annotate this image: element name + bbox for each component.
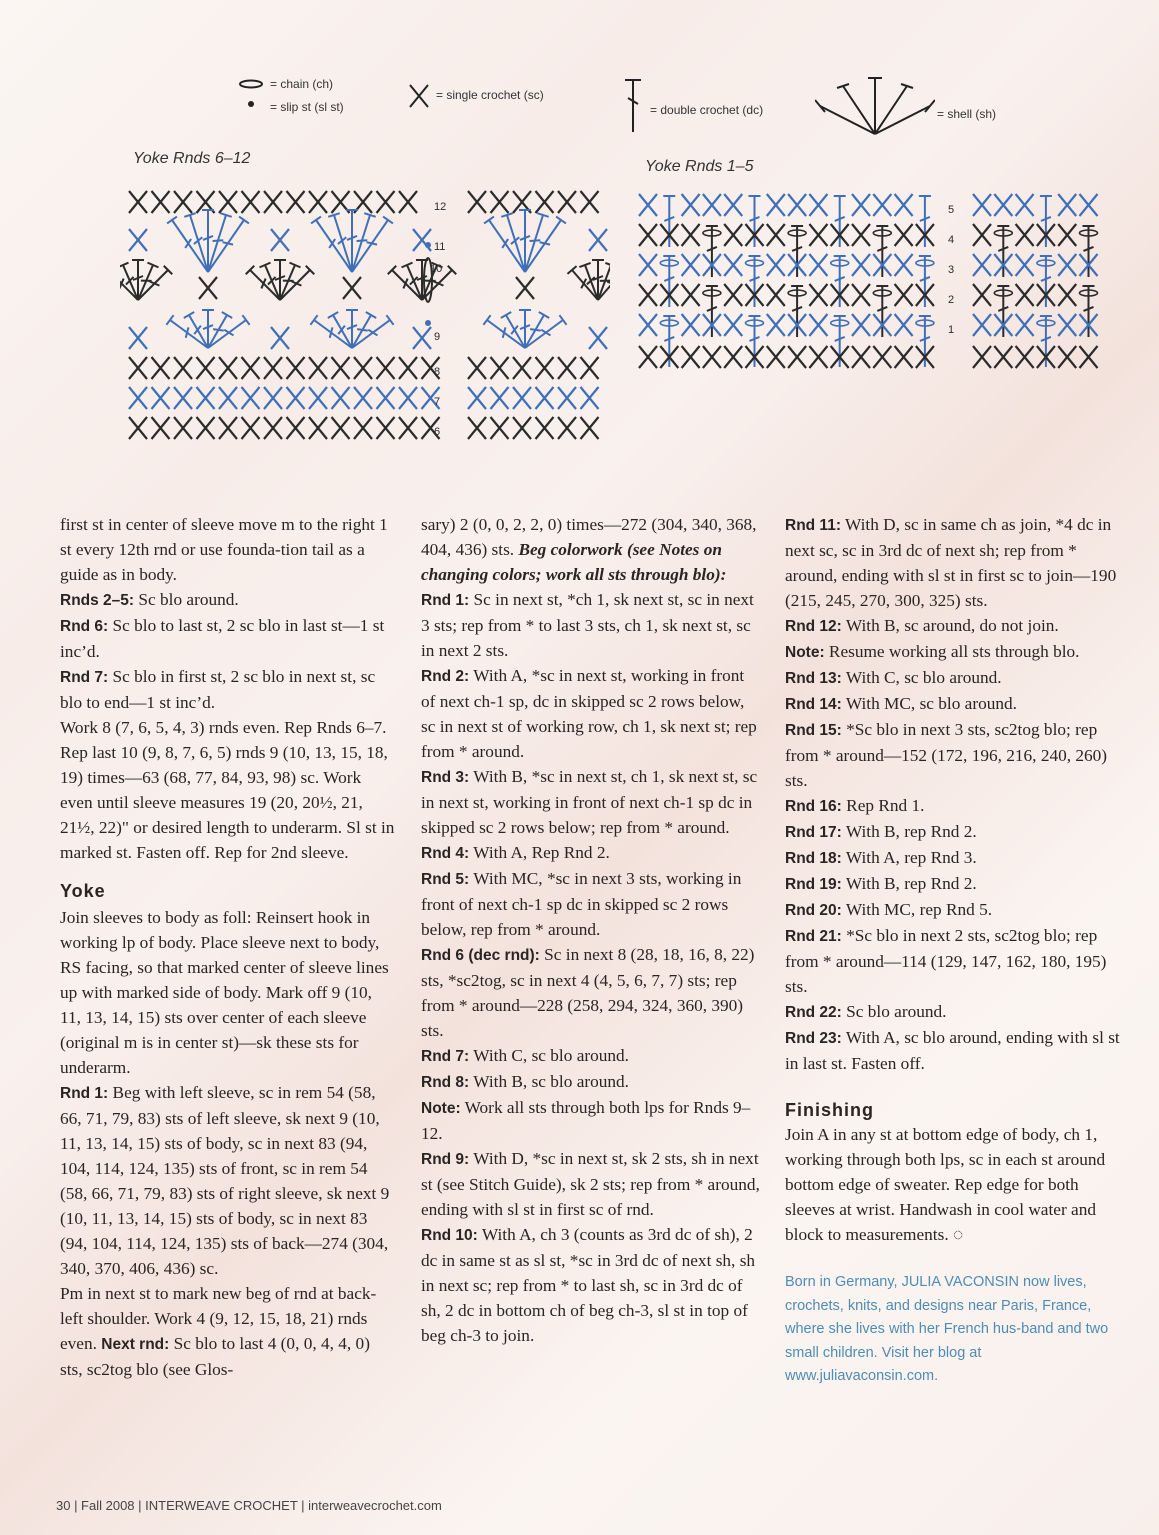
slip-stitch (425, 320, 431, 326)
sc-stitch (788, 194, 806, 216)
sc-stitch (973, 194, 991, 216)
sc-stitch (1058, 314, 1076, 336)
dc-stitch (663, 316, 675, 367)
dc-stitch (525, 217, 566, 272)
sc-stitch (895, 314, 913, 336)
dc-stitch (352, 217, 393, 272)
row-number: 7 (434, 396, 441, 408)
instruction: Rnd 3: With B, *sc in next st, ch 1, sk next st, sc in next st, working in front of next ch-1 sp dc in skipped sc 2 rows below; rep from * around. (421, 767, 758, 837)
sc-stitch (468, 387, 486, 409)
sc-stitch (994, 194, 1012, 216)
sc-stitch (873, 194, 891, 216)
sc-stitch (377, 387, 395, 409)
chart-right-title: Yoke Rnds 1–5 (645, 158, 754, 175)
sc-stitch (287, 417, 305, 439)
instruction: Rnd 12: With B, sc around, do not join. (785, 616, 1059, 635)
sc-stitch (809, 284, 827, 306)
instruction: Rnd 22: Sc blo around. (785, 1002, 947, 1021)
sc-stitch (219, 387, 237, 409)
sc-stitch (242, 387, 260, 409)
sc-stitch (973, 284, 991, 306)
sc-stitch (264, 417, 282, 439)
sc-stitch (895, 224, 913, 246)
sc-stitch (152, 387, 170, 409)
dc-stitch (208, 315, 250, 348)
sc-stitch (852, 314, 870, 336)
sc-stitch (377, 357, 395, 379)
sc-stitch (174, 357, 192, 379)
sc-stitch (852, 346, 870, 368)
sc-stitch (536, 357, 554, 379)
author-bio: Born in Germany, JULIA VACONSIN now lives, crochets, knits, and designs near Paris, France, where she lives with her French hus-band and two small children. Visit her blog at www.juliavaconsin.com. (785, 1274, 1109, 1384)
dc-stitch (1040, 316, 1052, 367)
legend-chain: = chain (ch) (270, 77, 334, 91)
sc-stitch (197, 387, 215, 409)
chain-symbol-icon (236, 74, 266, 114)
sc-stitch (1080, 346, 1098, 368)
dc-stitch (138, 266, 172, 300)
sc-stitch (589, 327, 607, 349)
dc-stitch (202, 210, 214, 272)
sc-stitch (309, 191, 327, 213)
dc-stitch (166, 315, 208, 348)
sc-stitch (152, 191, 170, 213)
sc-stitch (271, 229, 289, 251)
row-number: 8 (434, 366, 441, 378)
sc-stitch (287, 191, 305, 213)
sc-stitch (767, 346, 785, 368)
yoke-chart-rnds-6-12 (120, 180, 610, 450)
sc-stitch (264, 191, 282, 213)
sc-stitch (354, 387, 372, 409)
sc-stitch (973, 314, 991, 336)
sc-stitch (219, 191, 237, 213)
sc-stitch (558, 191, 576, 213)
instruction: Rnd 13: With C, sc blo around. (785, 668, 1002, 687)
sc-stitch (895, 346, 913, 368)
sc-stitch (873, 346, 891, 368)
sc-stitch (1080, 194, 1098, 216)
yoke-heading: Yoke (60, 881, 106, 901)
sc-stitch (174, 191, 192, 213)
sc-stitch (809, 254, 827, 276)
paragraph: Join sleeves to body as foll: Reinsert hook in working lp of body. Place sleeve next to body, RS facing, so that marked center of sleeve lines up with marked side of body. Mark off 9 (10, 11, 13, 14, 15) sts over center of each sleeve (original m is in center st)—sk these sts for underarm. (60, 908, 389, 1077)
sc-stitch (309, 417, 327, 439)
sc-stitch (399, 191, 417, 213)
sc-stitch (377, 191, 395, 213)
sc-stitch (242, 357, 260, 379)
instruction: Rnd 19: With B, rep Rnd 2. (785, 874, 977, 893)
sc-stitch (724, 224, 742, 246)
row-number: 2 (948, 294, 955, 306)
sc-stitch (639, 284, 657, 306)
sc-stitch (682, 224, 700, 246)
yoke-chart-rnds-1-5 (630, 185, 1120, 375)
dc-stitch (346, 210, 358, 272)
sc-stitch (264, 387, 282, 409)
sc-stitch (197, 357, 215, 379)
instruction: Rnd 1: Sc in next st, *ch 1, sk next st, sc in next 3 sts; rep from * to last 3 sts, ch 1, sk next st, sc in next 2 sts. (421, 590, 754, 660)
finishing-heading: Finishing (785, 1100, 874, 1120)
sc-stitch (581, 417, 599, 439)
sc-stitch (788, 346, 806, 368)
sc-stitch (809, 314, 827, 336)
note: Note: Work all sts through both lps for Rnds 9–12. (421, 1098, 751, 1143)
dc-stitch (525, 315, 567, 348)
sc-stitch (219, 417, 237, 439)
sc-stitch (724, 346, 742, 368)
sc-stitch (197, 417, 215, 439)
sc-stitch (468, 417, 486, 439)
instruction: Rnd 18: With A, rep Rnd 3. (785, 848, 977, 867)
sc-stitch (703, 194, 721, 216)
sc-stitch (639, 224, 657, 246)
sc-stitch (152, 417, 170, 439)
sc-stitch (129, 417, 147, 439)
sc-stitch (809, 224, 827, 246)
paragraph: Work 8 (7, 6, 5, 4, 3) rnds even. Rep Rnds 6–7. Rep last 10 (9, 8, 7, 6, 5) rnds 9 (10, 13, 15, 18, 19) times—63 (68, 77, 84, 93, 98) sc. Work even until sleeve measures 19 (20, 20½, 21, 21½, 22)" or desired length to underarm. Sl st in marked st. Fasten off. Rep for 2nd sleeve. (60, 718, 395, 862)
sc-stitch (536, 417, 554, 439)
sc-stitch (973, 346, 991, 368)
instruction: Rnd 16: Rep Rnd 1. (785, 796, 925, 815)
sc-stitch (399, 357, 417, 379)
sc-stitch (264, 357, 282, 379)
dc-stitch (208, 217, 249, 272)
instruction: Rnd 2: With A, *sc in next st, working in front of next ch-1 sp, dc in skipped sc 2 rows below, sc in next st of working row, ch 1, sk next st; rep from * around. (421, 666, 757, 761)
instruction: Rnd 7: Sc blo in first st, 2 sc blo in next st, sc blo to end—1 st inc’d. (60, 667, 376, 712)
sc-stitch (895, 284, 913, 306)
text-column-1 (60, 512, 395, 1382)
page-footer: 30 | Fall 2008 | INTERWEAVE CROCHET | interweavecrochet.com (56, 1498, 442, 1513)
dc-stitch (280, 266, 314, 300)
sc-stitch (199, 277, 217, 299)
sc-stitch (242, 191, 260, 213)
legend-shell: = shell (sh) (937, 107, 997, 121)
dc-symbol-icon (620, 76, 646, 136)
sc-stitch (1058, 346, 1076, 368)
sc-stitch (287, 357, 305, 379)
dc-stitch (483, 315, 525, 348)
instruction: Pm in next st to mark new beg of rnd at back-left shoulder. Work 4 (9, 12, 15, 18, 21) rnds even. Next rnd: Sc blo to last 4 (0, 0, 4, 4, 0) sts, sc2tog blo (see Glos- (60, 1284, 377, 1379)
sc-stitch (129, 387, 147, 409)
sc-stitch (852, 254, 870, 276)
row-number: 9 (434, 331, 441, 343)
sc-stitch (703, 346, 721, 368)
sc-stitch (129, 229, 147, 251)
instruction: Rnd 23: With A, sc blo around, ending with sl st in last st. Fasten off. (785, 1028, 1120, 1073)
sc-stitch (724, 284, 742, 306)
instruction: Rnd 6 (dec rnd): Sc in next 8 (28, 18, 16, 8, 22) sts, *sc2tog, sc in next 4 (4, 5, 6, 7, 7) sts; rep from * around—228 (258, 294, 324, 360, 390) sts. (421, 945, 755, 1040)
sc-stitch (309, 387, 327, 409)
sc-stitch (724, 314, 742, 336)
sc-stitch (895, 254, 913, 276)
instruction: Rnd 7: With C, sc blo around. (421, 1046, 630, 1065)
dc-stitch (352, 315, 394, 348)
sc-stitch (468, 191, 486, 213)
instruction: Rnd 9: With D, *sc in next st, sk 2 sts, sh in next st (see Stitch Guide), sk 2 sts; rep from * around, ending with sl st in first sc of rnd. (421, 1149, 760, 1219)
sc-stitch (332, 417, 350, 439)
sc-stitch (1016, 346, 1034, 368)
sc-stitch (309, 357, 327, 379)
dc-stitch (834, 316, 846, 367)
sc-stitch (174, 387, 192, 409)
slip-stitch (425, 242, 431, 248)
sc-stitch (491, 357, 509, 379)
sc-stitch (343, 277, 361, 299)
text-column-3 (785, 512, 1125, 1389)
dc-stitch (310, 315, 352, 348)
sc-stitch (1016, 194, 1034, 216)
paragraph: sary) 2 (0, 0, 2, 2, 0) times—272 (304, 340, 368, 404, 436) sts. Beg colorwork (see Notes on changing colors; work all sts through blo): (421, 515, 757, 584)
sc-stitch (399, 387, 417, 409)
sc-stitch (809, 194, 827, 216)
sc-stitch (1058, 284, 1076, 306)
sc-stitch (581, 357, 599, 379)
sc-stitch (1058, 194, 1076, 216)
sc-stitch (129, 357, 147, 379)
sc-stitch (513, 357, 531, 379)
dc-stitch (567, 266, 598, 300)
legend-sc: = single crochet (sc) (436, 88, 544, 102)
shell-symbol-icon (815, 74, 935, 138)
dc-stitch (919, 316, 931, 367)
sc-stitch (852, 284, 870, 306)
sc-stitch (1058, 254, 1076, 276)
instruction: Rnd 5: With MC, *sc in next 3 sts, working in front of next ch-1 sp dc in skipped sc 2 rows below, rep from * around. (421, 869, 742, 939)
sc-stitch (682, 284, 700, 306)
sc-stitch (332, 387, 350, 409)
sc-stitch (852, 194, 870, 216)
sc-stitch (129, 327, 147, 349)
sc-stitch (558, 357, 576, 379)
row-number: 11 (434, 241, 446, 253)
sc-stitch (332, 357, 350, 379)
sc-stitch (516, 277, 534, 299)
sc-stitch (354, 357, 372, 379)
sc-stitch (581, 191, 599, 213)
dc-stitch (208, 312, 232, 348)
sc-stitch (682, 314, 700, 336)
row-number: 12 (434, 201, 447, 213)
sc-stitch (287, 387, 305, 409)
sc-stitch (242, 417, 260, 439)
sc-stitch (994, 346, 1012, 368)
note: Note: Resume working all sts through blo. (785, 642, 1080, 661)
sc-stitch (682, 254, 700, 276)
sc-stitch (767, 314, 785, 336)
sc-stitch (682, 346, 700, 368)
instruction: Rnd 15: *Sc blo in next 3 sts, sc2tog blo; rep from * around—152 (172, 196, 216, 240, 260) sts. (785, 720, 1108, 790)
legend-dc: = double crochet (dc) (650, 103, 764, 117)
sc-stitch (1016, 254, 1034, 276)
sc-stitch (852, 224, 870, 246)
instruction: Rnds 2–5: Sc blo around. (60, 590, 239, 609)
sc-stitch (413, 327, 431, 349)
dc-stitch (167, 217, 208, 272)
sc-stitch (589, 229, 607, 251)
sc-stitch (174, 417, 192, 439)
dc-stitch (311, 217, 352, 272)
sc-stitch (639, 254, 657, 276)
instruction: Rnd 10: With A, ch 3 (counts as 3rd dc of sh), 2 dc in same st as sl st, *sc in 3rd dc of next sh, sh in next sc; rep from * to last sh, sc in 3rd dc of sh, 2 dc in bottom ch of beg ch-3, sl st in top of beg ch-3 to join. (421, 1225, 756, 1345)
row-number: 4 (948, 234, 955, 246)
text-column-2 (421, 512, 761, 1348)
sc-stitch (809, 346, 827, 368)
instruction: Rnd 11: With D, sc in same ch as join, *4 dc in next sc, sc in 3rd dc of next sh; rep from * around, ending with sl st in first sc to join—190 (215, 245, 270, 300, 325) sts. (785, 515, 1117, 610)
sc-stitch (491, 417, 509, 439)
instruction: Rnd 4: With A, Rep Rnd 2. (421, 843, 610, 862)
dc-stitch (749, 316, 761, 367)
dc-stitch (246, 266, 280, 300)
dc-stitch (388, 266, 422, 300)
row-number: 5 (948, 204, 955, 216)
sc-stitch (724, 254, 742, 276)
sc-stitch (513, 387, 531, 409)
row-number: 3 (948, 264, 955, 276)
row-number: 1 (948, 324, 955, 336)
sc-stitch (152, 357, 170, 379)
sc-stitch (973, 224, 991, 246)
sc-stitch (468, 357, 486, 379)
sc-stitch (1016, 284, 1034, 306)
sc-stitch (271, 327, 289, 349)
sc-stitch (536, 387, 554, 409)
sc-stitch (639, 314, 657, 336)
legend-slip: = slip st (sl st) (270, 100, 344, 114)
sc-stitch (767, 254, 785, 276)
instruction: Rnd 21: *Sc blo in next 2 sts, sc2tog blo; rep from * around—114 (129, 147, 162, 180, 195) sts. (785, 926, 1107, 996)
sc-stitch (219, 357, 237, 379)
sc-stitch (973, 254, 991, 276)
instruction: Rnd 6: Sc blo to last st, 2 sc blo in last st—1 st inc’d. (60, 616, 385, 661)
sc-stitch (724, 194, 742, 216)
instruction: Rnd 20: With MC, rep Rnd 5. (785, 900, 993, 919)
sc-stitch (129, 191, 147, 213)
sc-stitch (491, 191, 509, 213)
sc-stitch (558, 387, 576, 409)
instruction: Rnd 8: With B, sc blo around. (421, 1072, 630, 1091)
row-number: 10 (430, 263, 443, 275)
instruction: Rnd 14: With MC, sc blo around. (785, 694, 1017, 713)
sc-stitch (354, 417, 372, 439)
sc-stitch (767, 194, 785, 216)
sc-stitch (558, 417, 576, 439)
sc-stitch (491, 387, 509, 409)
sc-stitch (1016, 224, 1034, 246)
chart-left-title: Yoke Rnds 6–12 (133, 150, 251, 167)
sc-stitch (1058, 224, 1076, 246)
dc-stitch (484, 217, 525, 272)
sc-stitch (682, 194, 700, 216)
sc-stitch (895, 194, 913, 216)
instruction: Rnd 1: Beg with left sleeve, sc in rem 54 (58, 66, 71, 79, 83) sts of left sleeve, sk next 9 (10, 11, 13, 14, 15) sts of body, sc in next 83 (94, 104, 114, 124, 135) sts of front, sc in rem 54 (58, 66, 71, 79, 83) sts of right sleeve, sk next 9 (10, 11, 13, 14, 15) sts of body, sc in next 83 (94, 104, 114, 124, 135) sts of back—274 (304, 340, 370, 406, 436) sc. (60, 1083, 390, 1278)
dc-stitch (525, 312, 549, 348)
sc-stitch (513, 417, 531, 439)
dc-stitch (519, 210, 531, 272)
paragraph: first st in center of sleeve move m to the right 1 st every 12th rnd or use founda-tion tail as a guide as in body. (60, 515, 388, 584)
sc-stitch (767, 284, 785, 306)
sc-stitch (536, 191, 554, 213)
sc-stitch (377, 417, 395, 439)
sc-stitch (1016, 314, 1034, 336)
row-number: 6 (434, 426, 441, 438)
dc-stitch (352, 312, 376, 348)
sc-stitch (639, 346, 657, 368)
paragraph: Join A in any st at bottom edge of body, ch 1, working through both lps, sc in each st around bottom edge of sweater. Rep edge for both sleeves at wrist. Handwash in cool water and block to measurements. ◌ (785, 1125, 1106, 1244)
sc-stitch (399, 417, 417, 439)
sc-stitch (639, 194, 657, 216)
sc-stitch (581, 387, 599, 409)
sc-stitch (767, 224, 785, 246)
instruction: Rnd 17: With B, rep Rnd 2. (785, 822, 977, 841)
sc-symbol-icon (407, 82, 431, 110)
